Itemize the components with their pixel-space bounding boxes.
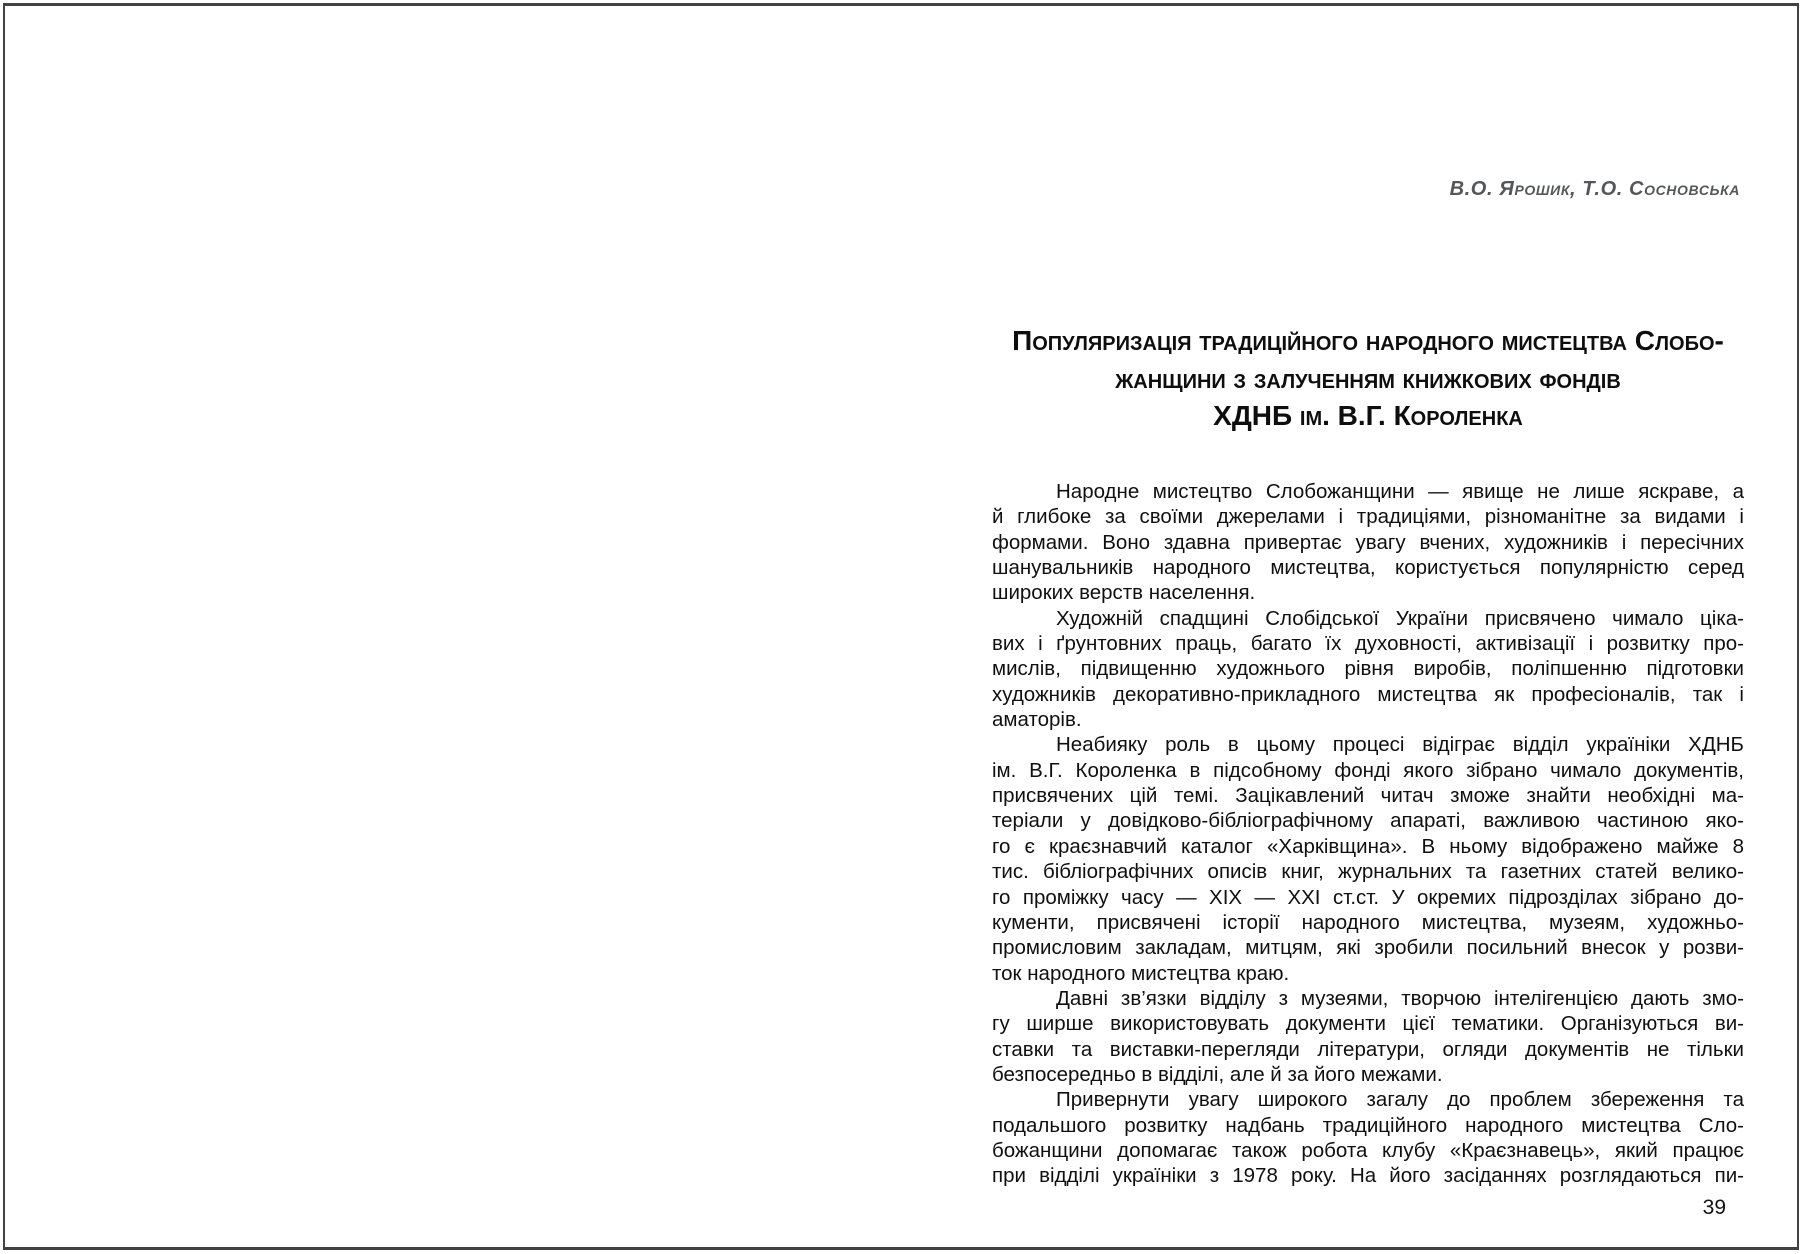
text-line: формами. Воно здавна привертає увагу вчених, художників і пересічних [992,530,1744,554]
text-line: вих і ґрунтовних праць, багато їх духовності, активізації і розвитку про- [992,632,1744,656]
text-line: ставки та виставки-перегляди літератури, огляди документів не тільки [992,1037,1744,1061]
page-number: 39 [1702,1196,1726,1219]
text-line: тис. бібліографічних описів книг, журнальних та газетних статей велико- [992,860,1744,884]
text-line: Привернути увагу широкого загалу до проблем збереження та [1056,1088,1744,1112]
text-line: широких верств населення. [992,581,1256,605]
text-line: ток народного мистецтва краю. [992,961,1290,985]
text-line: безпосередньо в відділі, але й за його межами. [992,1062,1443,1086]
text-line: аматорів. [992,708,1082,732]
text-line: божанщини допомагає також робота клубу «Краєзнавець», який працює [992,1138,1744,1162]
text-line: при відділі україніки з 1978 року. На його засіданнях розглядаються пи- [992,1164,1744,1188]
text-line: промисловим закладам, митцям, які зробили посильний внесок у розви- [992,936,1744,960]
title-line: Популяризація традиційного народного мистецтва Слобо- [1012,325,1724,356]
text-line: Народне мистецтво Слобожанщини — явище не лише яскраве, а [1056,480,1744,503]
text-line: подальшого розвитку надбань традиційного народного мистецтва Сло- [992,1113,1744,1137]
text-line: теріали у довідково-бібліографічному апараті, важливою частиною яко- [992,809,1744,833]
title-line: ХДНБ ім. В.Г. Короленка [1213,400,1523,431]
text-line: ім. В.Г. Короленка в підсобному фонді якого зібрано чимало документів, [992,758,1744,782]
text-line: Неабияку роль в цьому процесі відіграє відділ україніки ХДНБ [1056,733,1744,757]
title-line: жанщини з залученням книжкових фондів [1115,362,1621,394]
text-line: присвячених цій темі. Зацікавлений читач зможе знайти необхідні ма- [992,784,1744,808]
author-line: В.О. Ярошик, Т.О. Сосновська [1449,178,1740,200]
text-line: мислів, підвищенню художнього рівня виробів, поліпшенню підготовки [992,657,1744,681]
text-line: художників декоративно-прикладного мистецтва як професіоналів, так і [992,682,1744,706]
text-line: Давні зв’язки відділу з музеями, творчою інтелігенцією дають змо- [1056,986,1744,1010]
text-line: й глибоке за своїми джерелами і традиціями, різноманітне за видами і [992,505,1744,529]
text-line: го є краєзнавчий каталог «Харківщина». В ньому відображено майже 8 [992,834,1744,858]
text-line: Художній спадщині Слобідської України присвячено чимало ціка- [1056,606,1744,630]
text-line: кументи, присвячені історії народного мистецтва, музеям, художньо- [992,910,1744,934]
text-line: го проміжку часу — XIX — XXI ст.ст. У окремих підрозділах зібрано до- [992,885,1744,909]
text-line: гу ширше використовувать документи цієї тематики. Організуються ви- [992,1012,1744,1036]
text-line: шанувальників народного мистецтва, користується популярністю серед [992,556,1744,580]
article-body [992,479,1744,1189]
article-title [992,322,1744,435]
